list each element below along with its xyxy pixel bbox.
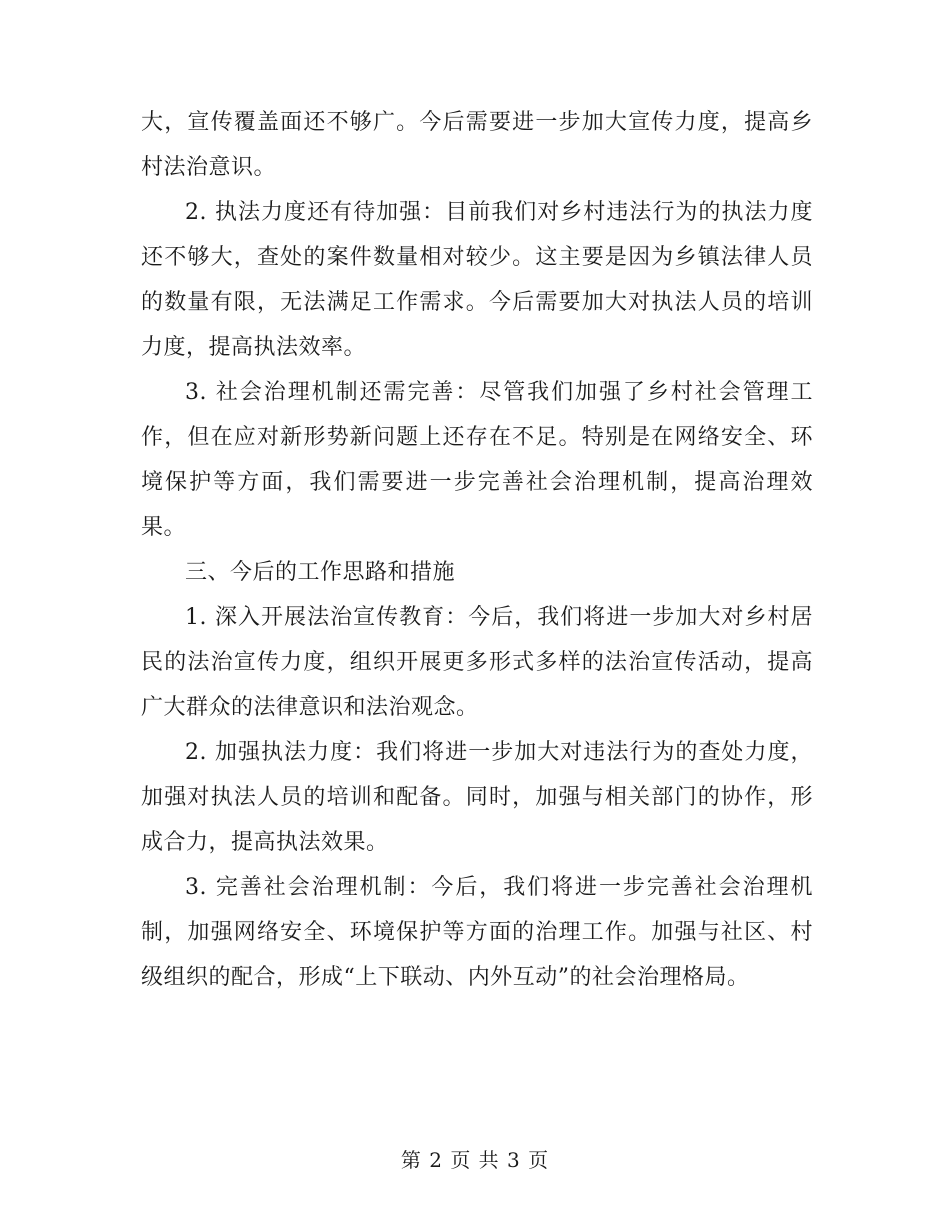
- section-heading-3: 三、今后的工作思路和措施: [185, 560, 456, 585]
- paragraph-measure-1: 1. 深入开展法治宣传教育：今后，我们将进一步加大对乡村居民的法治宣传力度，组织开展更多形式多样的法治宣传活动，提高广大群众的法律意识和法治观念。: [141, 605, 813, 720]
- page-number-footer: 第 2 页 共 3 页: [400, 1148, 550, 1172]
- paragraph-continuation: 大，宣传覆盖面还不够广。今后需要进一步加大宣传力度，提高乡村法治意识。: [141, 110, 813, 180]
- document-body: [141, 100, 813, 1000]
- paragraph-measure-3: 3. 完善社会治理机制：今后，我们将进一步完善社会治理机制，加强网络安全、环境保护等方面的治理工作。加强与社区、村级组织的配合，形成“上下联动、内外互动”的社会治理格局。: [141, 875, 813, 990]
- paragraph-measure-2: 2. 加强执法力度：我们将进一步加大对违法行为的查处力度，加强对执法人员的培训和配备。同时，加强与相关部门的协作，形成合力，提高执法效果。: [141, 740, 813, 855]
- paragraph-problem-2: 2. 执法力度还有待加强：目前我们对乡村违法行为的执法力度还不够大，查处的案件数量相对较少。这主要是因为乡镇法律人员的数量有限，无法满足工作需求。今后需要加大对执法人员的培训力度，提高执法效率。: [141, 200, 813, 360]
- paragraph-problem-3: 3. 社会治理机制还需完善：尽管我们加强了乡村社会管理工作，但在应对新形势新问题上还存在不足。特别是在网络安全、环境保护等方面，我们需要进一步完善社会治理机制，提高治理效果。: [141, 380, 813, 540]
